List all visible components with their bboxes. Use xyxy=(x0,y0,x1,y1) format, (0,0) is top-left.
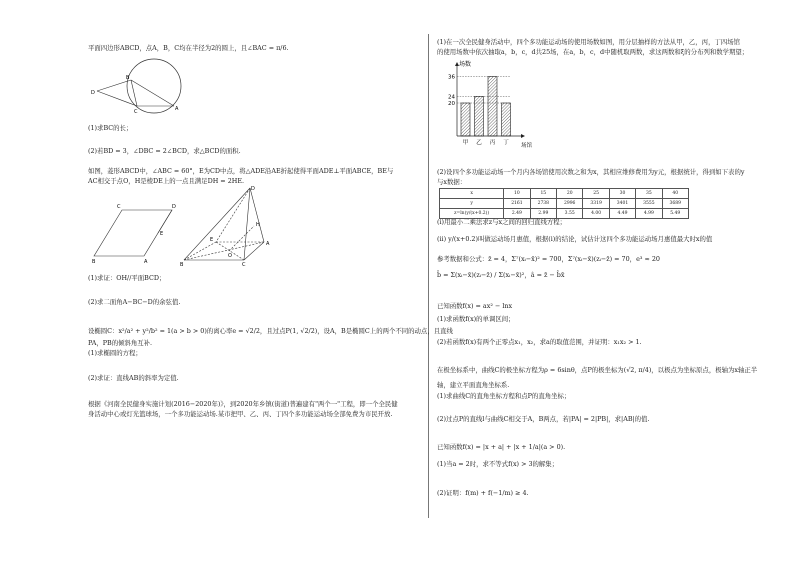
x-tick-label: 丙 xyxy=(489,140,496,146)
problem-rhombus-part1: (1)求证：OH//平面BCD； xyxy=(88,274,166,282)
chart-ylabel: 场数 xyxy=(459,61,472,68)
label-H: H xyxy=(256,222,260,228)
problem-quadrilateral-part2: (2)若BD = 3，∠DBC = 2∠BCD，求△BCD的面积. xyxy=(88,147,241,155)
table-cell: 5.49 xyxy=(662,209,688,219)
x-tick-label: 丁 xyxy=(503,140,509,146)
table-cell: 30 xyxy=(609,189,635,199)
problem-fitness-part1-line1: (1)在一次全民健身活动中，四个多功能运动场的使用场数如图，用分层抽样的方法从甲，乙，丙，丁四场馆 xyxy=(437,38,741,46)
table-cell: 40 xyxy=(662,189,688,199)
y-tick-label: 24 xyxy=(448,94,455,101)
label-D: D xyxy=(172,204,176,210)
label-O: O xyxy=(228,253,232,259)
problem-polar-stem-line2: 轴，建立平面直角坐标系. xyxy=(437,381,510,389)
problem-fitness-stem-line1: 根据《河南全民健身实施计划(2016−2020年)》，到2020年乡镇(街道)普遍建有"两个一"工程，即一个全民健 xyxy=(88,400,398,408)
rhombus-figure xyxy=(92,184,182,266)
regression-formula: b̂ = Σ(xᵢ−x̄)(zᵢ−z̄) / Σ(xᵢ−x̄)²，â = z̄ − b̂x̄ xyxy=(437,271,565,279)
problem-ellipse-part1: (1)求椭圆的方程； xyxy=(88,349,142,357)
table-cell: z=ln(y/(x+0.2)) xyxy=(440,209,504,219)
problem-ellipse-part2: (2)求证：直线AB的斜率为定值. xyxy=(88,374,179,382)
y-tick-label: 36 xyxy=(448,74,455,81)
label-A: A xyxy=(266,241,270,247)
table-cell: 3689 xyxy=(662,199,688,209)
reference-data: 参考数据和公式：z̄ = 4，Σ⁷(xᵢ−x̄)² = 700，Σ⁷(xᵢ−x̄)(zᵢ−z̄) = 70，e³ ≈ 20 xyxy=(437,255,660,263)
table-cell: y xyxy=(440,199,504,209)
table-cell: 4.99 xyxy=(636,209,662,219)
problem-function-part2: (2)若函数f(x)有两个正零点x₁，x₂，求a的取值范围，并证明：x₁x₂ > 1. xyxy=(437,338,642,346)
table-cell: 3555 xyxy=(636,199,662,209)
problem-fitness-part2-line1: (2)设四个多功能运动场一个月内各场馆使用次数之和为x，其相应维修费用为y元，根据统计，得到如下表的y xyxy=(437,168,745,176)
problem-quadrilateral-part1: (1)求BC的长； xyxy=(88,124,133,132)
label-D: D xyxy=(91,90,95,96)
table-cell: 2.49 xyxy=(504,209,530,219)
table-cell: 15 xyxy=(530,189,556,199)
problem-fitness-part1-line2: 的使用场数中依次抽取a，b，c，d共25场，在a，b，c，d中随机取两数，求这两数和ξ的分布列和数学期望； xyxy=(437,48,749,56)
data-table xyxy=(439,188,689,219)
problem-function-part1: (1)求函数f(x)的单调区间； xyxy=(437,315,515,323)
table-cell: 4.00 xyxy=(583,209,609,219)
table-cell: 3401 xyxy=(609,199,635,209)
table-cell: 10 xyxy=(504,189,530,199)
problem-ellipse-stem-line1: 设椭圆C：x²/a² + y²/b² = 1(a > b > 0)的离心率e = √2/2，且过点P(1, √2/2)，设A，B是椭圆C上的两个不同的动点，且直线 xyxy=(88,327,453,335)
problem-fitness-part2-ii: (ii) y/(x+0.2)叫做运动场月惠值，根据(i)的结论，试估计这四个多功能运动场月惠值最大时x的值 xyxy=(437,235,713,243)
label-E: E xyxy=(160,231,164,237)
table-cell: 2.99 xyxy=(530,209,556,219)
problem-absolute-stem: 已知函数f(x) = |x + a| + |x + 1/a|(a > 0). xyxy=(437,443,566,451)
x-tick-label: 甲 xyxy=(462,140,469,146)
table-row xyxy=(440,209,689,219)
problem-rhombus-stem-line1: 如图，菱形ABCD中，∠ABC = 60°，E为CD中点，将△ADE沿AE折起使得平面ADE⊥平面ABCE，BE与 xyxy=(88,167,394,175)
label-C: C xyxy=(117,204,121,210)
chart-xlabel: 场馆 xyxy=(521,143,533,149)
x-axis-arrow xyxy=(521,134,525,138)
label-E: E xyxy=(210,237,214,243)
label-C: C xyxy=(242,262,246,266)
problem-fitness-stem-line2: 身活动中心或灯光篮球场，一个多功能运动场.某市把甲、乙、丙、丁四个多功能运动场全部免费为市民开放. xyxy=(88,410,393,418)
bar xyxy=(488,77,497,136)
label-C: C xyxy=(134,109,138,115)
table-cell: 25 xyxy=(583,189,609,199)
problem-polar-part2: (2)过点P的直线l与曲线C相交于A，B两点，若|PA| = 2|PB|，求|AB|的值. xyxy=(437,415,650,423)
table-cell: 2996 xyxy=(557,199,583,209)
problem-quadrilateral-stem: 平面四边形ABCD，点A，B，C均在半径为2的圆上，且∠BAC = π/6. xyxy=(88,44,289,52)
label-D: D xyxy=(251,186,255,192)
label-B: B xyxy=(180,262,184,266)
table-cell: 3.55 xyxy=(557,209,583,219)
x-tick-label: 乙 xyxy=(476,140,482,146)
problem-polar-part1: (1)求曲线C的直角坐标方程和点P的直角坐标； xyxy=(437,392,571,400)
table-cell: 3319 xyxy=(583,199,609,209)
table-cell: 20 xyxy=(557,189,583,199)
label-B: B xyxy=(126,75,130,81)
label-A: A xyxy=(175,106,179,112)
problem-fitness-part2-i: (i)用最小二乘法求z与x之间的回归直线方程； xyxy=(437,218,567,226)
bar xyxy=(475,96,484,136)
y-tick-label: 20 xyxy=(448,101,455,107)
problem-function-stem: 已知函数f(x) = ax² − lnx xyxy=(437,302,513,310)
problem-fitness-part2-line2: 与x数据： xyxy=(437,178,467,186)
table-cell: 2161 xyxy=(504,199,530,209)
problem-polar-stem-line1: 在极坐标系中，曲线C的极坐标方程为ρ = 6sinθ，点P的极坐标为(√2, π/4)，以极点为坐标原点，极轴为x轴正半 xyxy=(437,366,758,374)
folded-solid-figure xyxy=(180,184,272,266)
problem-absolute-part1: (1)当a = 2时，求不等式f(x) > 3的解集； xyxy=(437,460,559,468)
label-B: B xyxy=(92,259,96,265)
table-cell: 35 xyxy=(636,189,662,199)
bar xyxy=(461,103,470,136)
problem-absolute-part2: (2)证明：f(m) + f(−1/m) ≥ 4. xyxy=(437,489,529,497)
table-cell: x xyxy=(440,189,504,199)
table-cell: 4.49 xyxy=(609,209,635,219)
column-divider xyxy=(428,34,429,518)
table-row xyxy=(440,189,689,199)
bar-chart xyxy=(437,58,537,150)
table-cell: 2738 xyxy=(530,199,556,209)
label-A: A xyxy=(144,259,148,265)
bar xyxy=(502,103,511,136)
problem-ellipse-stem-line2: PA，PB的倾斜角互补. xyxy=(88,339,153,347)
problem-rhombus-part2: (2)求二面角A−BC−D的余弦值. xyxy=(88,298,181,306)
circle-figure xyxy=(90,52,190,116)
table-row xyxy=(440,199,689,209)
problem-rhombus-stem-line2: AC相交于点O，H是棱DE上的一点且满足DH = 2HE. xyxy=(88,177,245,185)
chart-plot xyxy=(448,62,525,146)
